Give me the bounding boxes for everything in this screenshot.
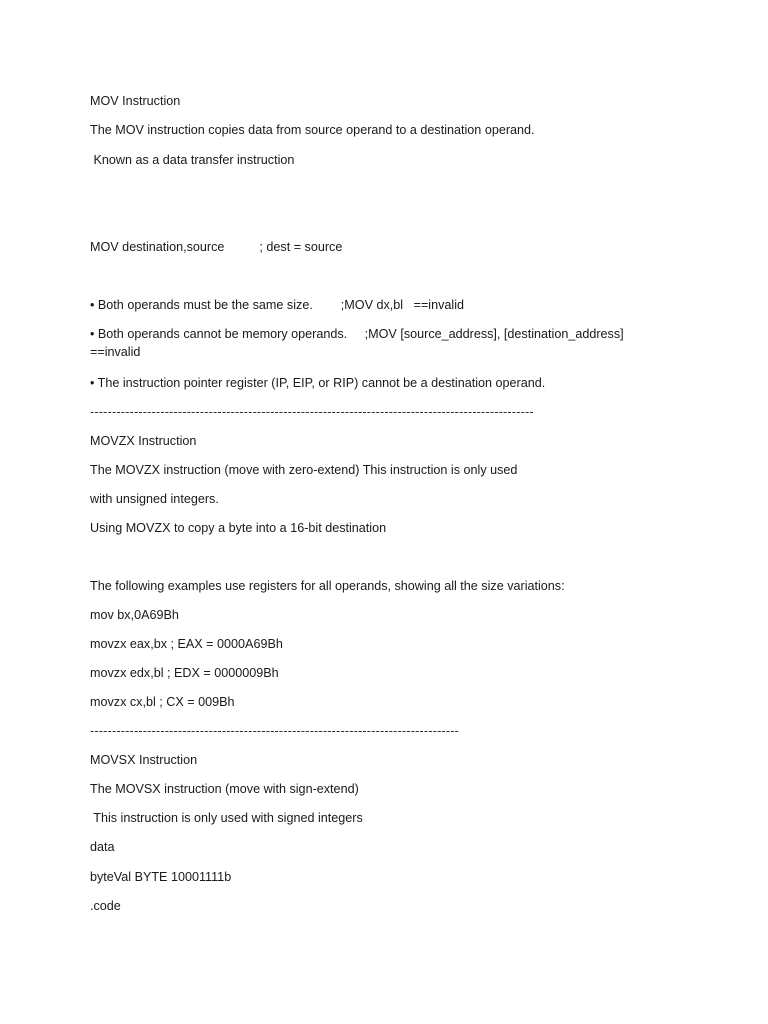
movzx-code-line: movzx edx,bl ; EDX = 0000009Bh bbox=[90, 666, 279, 680]
movsx-description-line2: This instruction is only used with signed integers bbox=[90, 811, 363, 825]
mov-known-as: Known as a data transfer instruction bbox=[90, 153, 295, 167]
movsx-code-line: .code bbox=[90, 899, 121, 913]
movsx-code-line: data bbox=[90, 840, 115, 854]
mov-rule-same-size: • Both operands must be the same size. ;MOV dx,bl ==invalid bbox=[90, 298, 465, 312]
movzx-title: MOVZX Instruction bbox=[90, 434, 197, 448]
movzx-description-line1: The MOVZX instruction (move with zero-extend) This instruction is only used bbox=[90, 463, 518, 477]
mov-description: The MOV instruction copies data from source operand to a destination operand. bbox=[90, 123, 535, 137]
movzx-description-line3: Using MOVZX to copy a byte into a 16-bit destination bbox=[90, 521, 387, 535]
mov-title: MOV Instruction bbox=[90, 94, 181, 108]
section-separator: ----------------------------------------------------------------------------------------------------- bbox=[90, 405, 534, 419]
mov-rule-memory-operands: • Both operands cannot be memory operands. ;MOV [source_address], [destination_address] ==invalid bbox=[90, 327, 628, 359]
movsx-code-line: byteVal BYTE 10001111b bbox=[90, 870, 232, 884]
movzx-code-line: mov bx,0A69Bh bbox=[90, 608, 179, 622]
movzx-code-line: movzx eax,bx ; EAX = 0000A69Bh bbox=[90, 637, 283, 651]
movzx-examples-intro: The following examples use registers for all operands, showing all the size variations: bbox=[90, 579, 565, 593]
movzx-description-line2: with unsigned integers. bbox=[90, 492, 219, 506]
mov-rule-instruction-pointer: • The instruction pointer register (IP, EIP, or RIP) cannot be a destination operand. bbox=[90, 376, 546, 390]
mov-syntax: MOV destination,source ; dest = source bbox=[90, 240, 343, 254]
movsx-title: MOVSX Instruction bbox=[90, 753, 198, 767]
movzx-code-line: movzx cx,bl ; CX = 009Bh bbox=[90, 695, 235, 709]
movsx-description-line1: The MOVSX instruction (move with sign-extend) bbox=[90, 782, 359, 796]
section-separator: ------------------------------------------------------------------------------------ bbox=[90, 724, 460, 738]
